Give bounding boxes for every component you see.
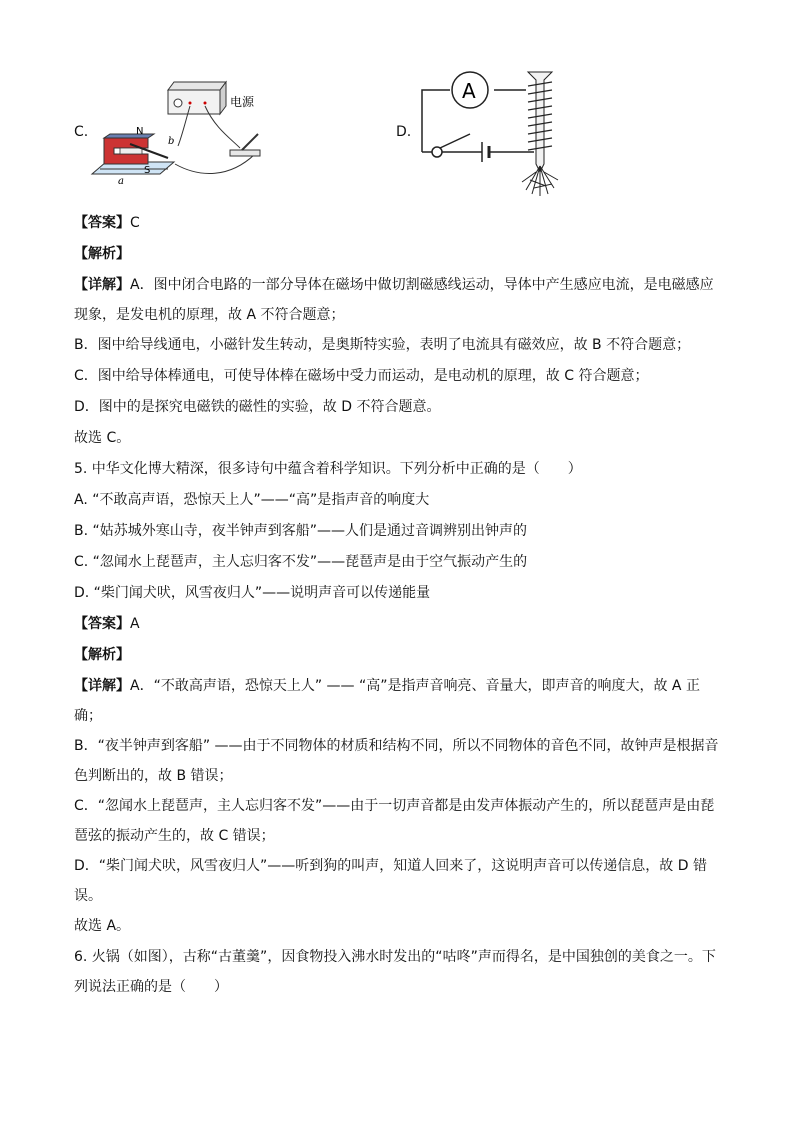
q5-conclusion: 故选 A。 xyxy=(74,918,131,934)
option-c-label: C. xyxy=(74,124,89,140)
detail-text: A．图中闭合电路的一部分导体在磁场中做切割磁感线运动，导体中产生感应电流，是电磁感应现象，是发电机的原理，故 A 不符合题意； xyxy=(74,277,714,323)
q5-option-d: D. “柴门闻犬吠，风雪夜归人”——说明声音可以传递能量 xyxy=(74,585,431,601)
q5-stem: 5. 中华文化博大精深，很多诗句中蕴含着科学知识。下列分析中正确的是（ ） xyxy=(74,461,582,477)
option-d-label: D. xyxy=(396,124,412,140)
detail-tag: 【详解】 xyxy=(74,277,130,293)
answer-value: C xyxy=(130,215,140,231)
q5-detail-d: D．“柴门闻犬吠，风雪夜归人”——听到狗的叫声，知道人回来了，这说明声音可以传递信息，故 D 错误。 xyxy=(74,858,707,904)
detail-tag: 【详解】 xyxy=(74,678,130,694)
figure-row xyxy=(0,0,794,205)
q5-option-b: B. “姑苏城外寒山寺，夜半钟声到客船”——人们是通过音调辨别出钟声的 xyxy=(74,523,528,539)
ammeter-label: A xyxy=(462,79,476,103)
q4-detail-a xyxy=(74,270,724,330)
magnet-north-label: N xyxy=(136,126,144,137)
answer-tag: 【答案】 xyxy=(74,616,130,632)
question-6 xyxy=(74,942,724,1002)
q5-option-a: A. “不敢高声语，恐惊天上人”——“高”是指声音的响度大 xyxy=(74,492,430,508)
q5-answer-line xyxy=(74,609,724,640)
motor-experiment-figure xyxy=(90,78,280,188)
q5-analysis-line xyxy=(74,640,724,671)
q4-detail-c: C．图中给导体棒通电，可使导体棒在磁场中受力而运动，是电动机的原理，故 C 符合题意； xyxy=(74,368,649,384)
point-b-label: b xyxy=(168,136,175,147)
q4-detail-b: B．图中给导线通电，小磁针发生转动，是奥斯特实验，表明了电流具有磁效应，故 B 不符合题意； xyxy=(74,337,691,353)
electromagnet-figure xyxy=(412,68,562,200)
answer-value: A xyxy=(130,616,140,632)
detail-text: A．“不敢高声语，恐惊天上人” —— “高”是指声音响亮、音量大，即声音的响度大，故 A 正确； xyxy=(74,678,700,724)
q4-solution xyxy=(74,208,724,454)
q6-stem: 6. 火锅（如图），古称“古董羹”，因食物投入沸水时发出的“咕咚”声而得名，是中国独创的美食之一。下列说法正确的是（ ） xyxy=(74,949,716,995)
q5-option-c: C. “忽闻水上琵琶声，主人忘归客不发”——琵琶声是由于空气振动产生的 xyxy=(74,554,528,570)
q4-detail-d: D．图中的是探究电磁铁的磁性的实验，故 D 不符合题意。 xyxy=(74,399,441,415)
answer-tag: 【答案】 xyxy=(74,215,130,231)
q4-conclusion: 故选 C。 xyxy=(74,430,131,446)
point-a-label: a xyxy=(118,176,124,187)
analysis-tag: 【解析】 xyxy=(74,246,130,262)
analysis-tag: 【解析】 xyxy=(74,647,130,663)
magnet-south-label: S xyxy=(144,165,151,176)
q5-detail-b: B．“夜半钟声到客船” ——由于不同物体的材质和结构不同，所以不同物体的音色不同，故钟声是根据音色判断出的，故 B 错误； xyxy=(74,738,719,784)
q5-detail-c: C．“忽闻水上琵琶声，主人忘归客不发”——由于一切声音都是由发声体振动产生的，所以琵琶声是由琵琶弦的振动产生的，故 C 错误； xyxy=(74,798,715,844)
document-body xyxy=(74,208,724,1002)
q5-detail-a xyxy=(74,671,724,731)
question-5 xyxy=(74,454,724,942)
q4-analysis-line xyxy=(74,239,724,270)
q4-answer-line xyxy=(74,208,724,239)
power-label: 电源 xyxy=(230,95,255,109)
